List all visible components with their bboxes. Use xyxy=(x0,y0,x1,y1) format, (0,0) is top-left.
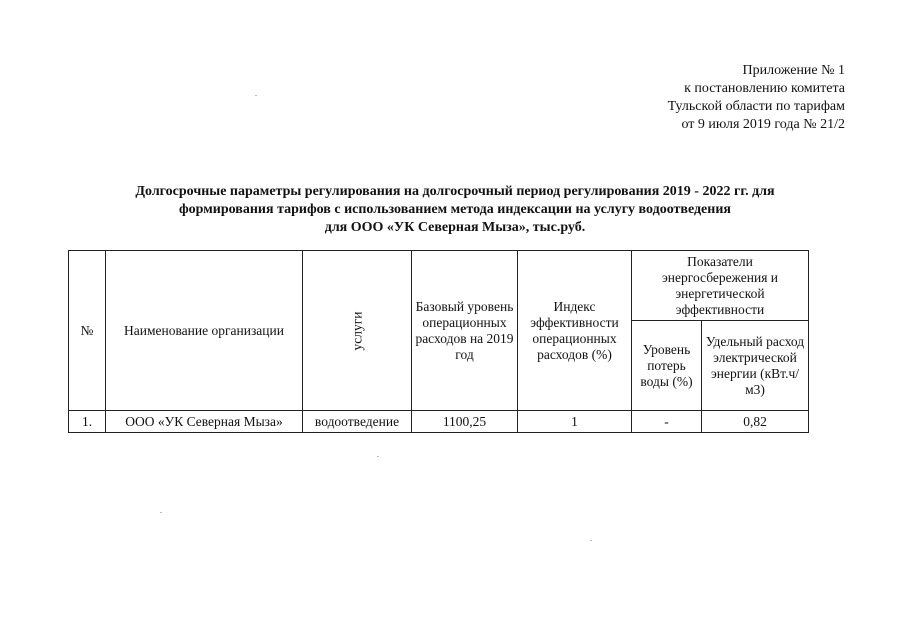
header-base-level: Базовый уровень операционных расходов на 2019 год xyxy=(412,251,518,411)
scan-speck xyxy=(377,456,379,457)
appendix-block xyxy=(668,62,845,134)
header-efficiency-index: Индекс эффективности операционных расходов (%) xyxy=(518,251,632,411)
header-number: № xyxy=(69,251,106,411)
row-base-level: 1100,25 xyxy=(412,411,518,433)
row-service: водоотведение xyxy=(303,411,412,433)
title-line-1: Долгосрочные параметры регулирования на долгосрочный период регулирования 2019 - 2022 гг. для xyxy=(135,184,775,199)
header-services-cell xyxy=(303,251,412,411)
row-water-loss: - xyxy=(632,411,702,433)
row-electricity: 0,82 xyxy=(702,411,809,433)
scan-speck xyxy=(590,540,592,541)
row-organization: ООО «УК Северная Мыза» xyxy=(106,411,303,433)
scan-speck xyxy=(255,95,257,96)
appendix-line-2: к постановлению комитета xyxy=(684,81,845,96)
row-efficiency-index: 1 xyxy=(518,411,632,433)
header-water-loss: Уровень потерь воды (%) xyxy=(632,321,702,411)
header-electricity: Удельный расход электрической энергии (кВт.ч/м3) xyxy=(702,321,809,411)
header-organization: Наименование организации xyxy=(106,251,303,411)
header-energy-group: Показатели энергосбережения и энергетической эффективности xyxy=(632,251,809,321)
document-title xyxy=(60,183,850,237)
row-number: 1. xyxy=(69,411,106,433)
appendix-line-4: от 9 июля 2019 года № 21/2 xyxy=(681,117,845,132)
title-line-3: для ООО «УК Северная Мыза», тыс.руб. xyxy=(324,220,586,235)
header-row-1 xyxy=(69,251,809,321)
scan-speck xyxy=(160,512,162,513)
appendix-line-3: Тульской области по тарифам xyxy=(667,99,845,114)
header-services: услуги xyxy=(349,311,364,350)
appendix-line-1: Приложение № 1 xyxy=(742,63,845,78)
title-line-2: формирования тарифов с использованием метода индексации на услугу водоотведения xyxy=(179,202,731,217)
parameters-table xyxy=(68,250,809,433)
table-row xyxy=(69,411,809,433)
